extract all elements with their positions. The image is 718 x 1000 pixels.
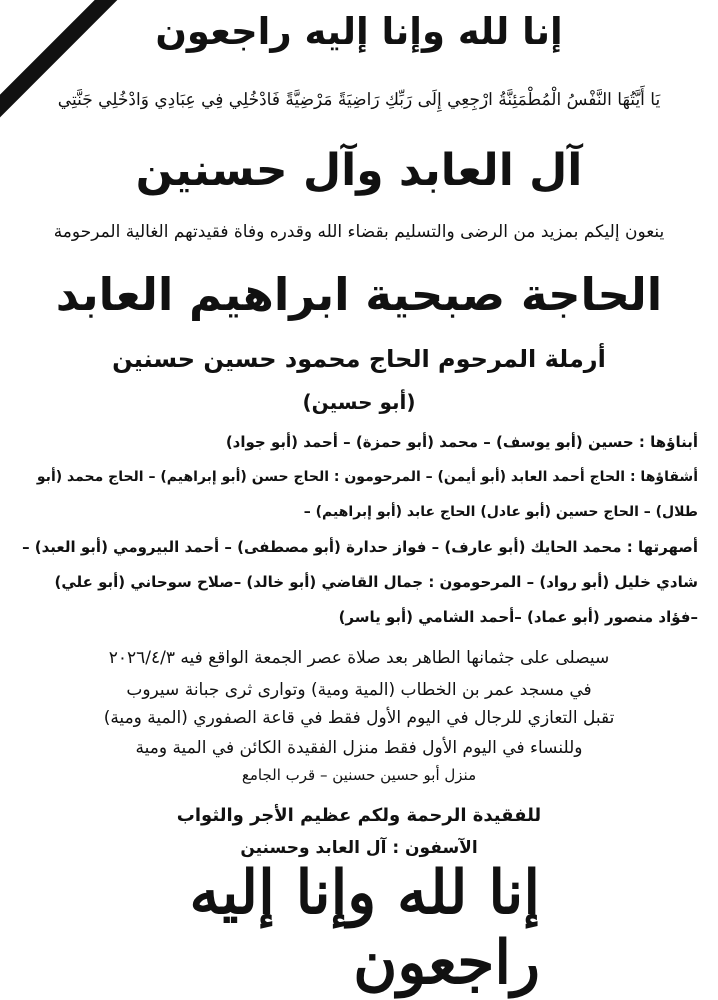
prayer-line-2: في مسجد عمر بن الخطاب (المية ومية) وتوارى ثرى جبانة سيروب	[126, 680, 592, 700]
quran-verse: يَا أَيَّتُهَا النَّفْسُ الْمُطْمَئِنَّةُ ارْجِعِي إِلَى رَبِّكِ رَاضِيَةً مَرْضِيَّةً فَادْخُلِي فِي عِبَادِي وَادْخُلِي جَنَّتِي	[57, 90, 661, 110]
intro-text: ينعون إليكم بمزيد من الرضى والتسليم بقضاء الله وقدره وفاة فقيدتهم الغالية المرحومة	[53, 222, 665, 242]
calligraphy-logo: إنا لله وإنا إليه راجعون	[189, 857, 540, 998]
sons-line: أبناؤها : حسين (أبو يوسف) – محمد (أبو حمزة) – أحمد (أبو جواد)	[225, 433, 698, 451]
header-title: إنا لله وإنا إليه راجعون	[155, 10, 563, 53]
brothers-line-2: طلال) – الحاج حسين (أبو عادل) الحاج عابد (أبو إبراهيم) –	[303, 504, 698, 520]
inlaws-line-2: شادي خليل (أبو رواد) – المرحومون : جمال القاضي (أبو خالد) –صلاح سوحاني (أبو علي)	[54, 573, 698, 591]
mourners-line: الآسفون : آل العابد وحسنين	[240, 838, 478, 858]
families-title: آل العابد وآل حسنين	[135, 145, 583, 196]
closing-text: للفقيدة الرحمة ولكم عظيم الأجر والثواب	[176, 805, 542, 826]
deceased-name: الحاجة صبحية ابراهيم العابد	[55, 268, 663, 321]
inlaws-line-3: –فؤاد منصور (أبو عماد) –أحمد الشامي (أبو ياسر)	[338, 608, 698, 626]
kunya: (أبو حسين)	[302, 390, 416, 414]
brothers-line-1: أشقاؤها : الحاج أحمد العابد (أبو أيمن) – المرحومون : الحاج حسن (أبو إبراهيم) – الحاج محمد (أبو	[36, 469, 698, 485]
condolence-men: تقبل التعازي للرجال في اليوم الأول فقط في قاعة الصفوري (المية ومية)	[103, 708, 615, 728]
brothers-block	[20, 460, 698, 530]
address-line: منزل أبو حسين حسنين – قرب الجامع	[241, 766, 477, 784]
condolence-women: وللنساء في اليوم الأول فقط منزل الفقيدة الكائن في المية ومية	[135, 738, 583, 758]
prayer-line-1: سيصلى على جثمانها الطاهر بعد صلاة عصر الجمعة الواقع فيه ٢٠٢٦/٤/٣	[108, 648, 610, 668]
inlaws-block	[20, 530, 698, 635]
widow-of: أرملة المرحوم الحاج محمود حسين حسنين	[112, 345, 606, 373]
inlaws-line-1: أصهرتها : محمد الحايك (أبو عارف) – فواز حدارة (أبو مصطفى) – أحمد البيرومي (أبو العبد) –	[22, 538, 698, 556]
